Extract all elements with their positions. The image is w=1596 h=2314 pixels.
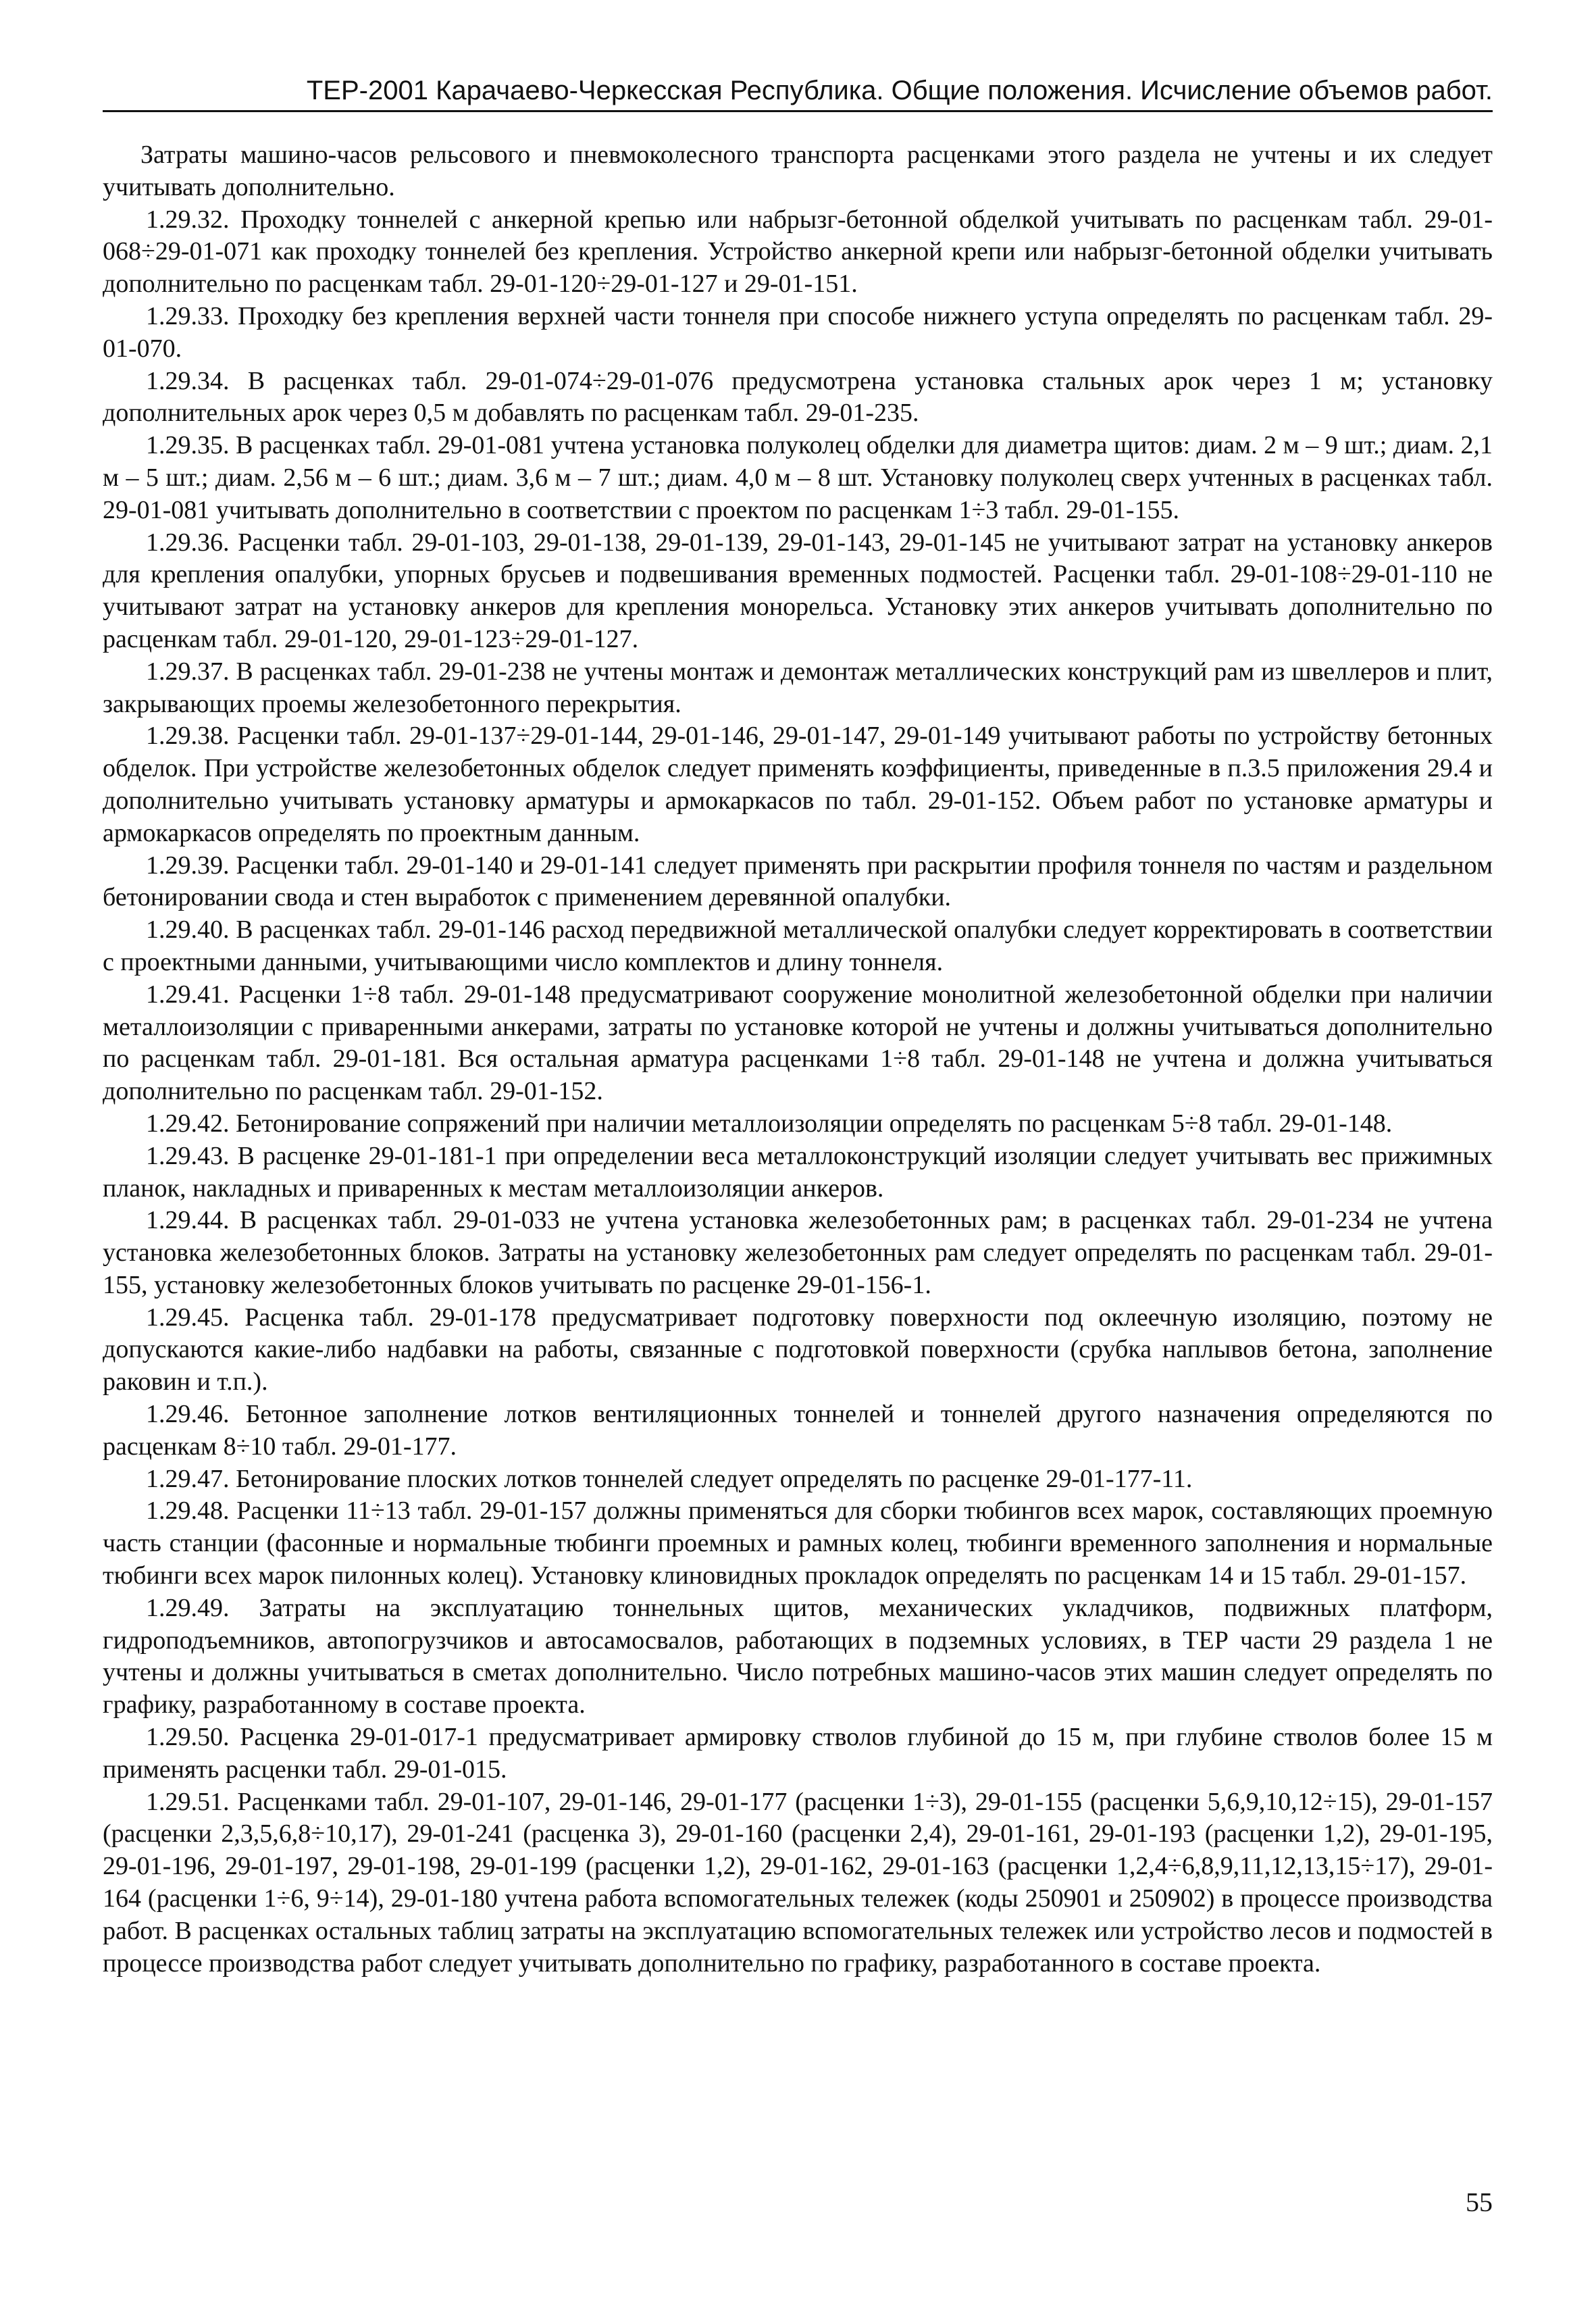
paragraph-1-29-38: 1.29.38. Расценки табл. 29-01-137÷29-01-144, 29-01-146, 29-01-147, 29-01-149 учитывают работы по устройству бетонных обделок. При устройстве железобетонных обделок следует применять коэффициенты, приведенные в п.3.5 приложения 29.4 и дополнительно учитывать установку арматуры и армокаркасов по табл. 29-01-152. Объем работ по установке арматуры и армокаркасов определять по проектным данным. <box>103 722 1493 847</box>
paragraph-intro: Затраты машино-часов рельсового и пневмоколесного транспорта расценками этого раздела не учтены и их следует учитывать дополнительно. <box>103 141 1493 201</box>
paragraph-1-29-35: 1.29.35. В расценках табл. 29-01-081 учтена установка полуколец обделки для диаметра щитов: диам. 2 м – 9 шт.; диам. 2,1 м – 5 шт.; диам. 2,56 м – 6 шт.; диам. 3,6 м – 7 шт.; диам. 4,0 м – 8 шт. Установку полуколец сверх учтенных в расценках табл. 29-01-081 учитывать дополнительно в соответствии с проектом по расценкам 1÷3 табл. 29-01-155. <box>103 431 1493 524</box>
paragraph-1-29-49: 1.29.49. Затраты на эксплуатацию тоннельных щитов, механических укладчиков, подвижных платформ, гидроподъемников, автопогрузчиков и автосамосвалов, работающих в подземных условиях, в ТЕР части 29 раздела 1 не учтены и должны учитываться в сметах дополнительно. Число потребных машино-часов этих машин следует определять по графику, разработанному в составе проекта. <box>103 1593 1493 1719</box>
paragraph-1-29-33: 1.29.33. Проходку без крепления верхней части тоннеля при способе нижнего уступа определять по расценкам табл. 29-01-070. <box>103 301 1493 363</box>
paragraph-1-29-40: 1.29.40. В расценках табл. 29-01-146 расход передвижной металлической опалубки следует корректировать в соответствии с проектными данными, учитывающими число комплектов и длину тоннеля. <box>103 915 1493 976</box>
paragraph-1-29-47: 1.29.47. Бетонирование плоских лотков тоннелей следует определять по расценке 29-01-177-11. <box>146 1464 1193 1493</box>
paragraph-1-29-42: 1.29.42. Бетонирование сопряжений при наличии металлоизоляции определять по расценкам 5÷8 табл. 29-01-148. <box>146 1109 1393 1138</box>
paragraph-1-29-37: 1.29.37. В расценках табл. 29-01-238 не учтены монтаж и демонтаж металлических конструкций рам из швеллеров и плит, закрывающих проемы железобетонного перекрытия. <box>103 657 1493 718</box>
paragraph-1-29-50: 1.29.50. Расценка 29-01-017-1 предусматривает армировку стволов глубиной до 15 м, при глубине стволов более 15 м применять расценки табл. 29-01-015. <box>103 1723 1493 1784</box>
paragraph-1-29-48: 1.29.48. Расценки 11÷13 табл. 29-01-157 должны применяться для сборки тюбингов всех марок, составляющих проемную часть станции (фасонные и нормальные тюбинги проемных и рамных колец, тюбинги временного заполнения и нормальные тюбинги всех марок пилонных колец). Установку клиновидных прокладок определять по расценкам 14 и 15 табл. 29-01-157. <box>103 1496 1493 1590</box>
paragraph-1-29-43: 1.29.43. В расценке 29-01-181-1 при определении веса металлоконструкций изоляции следует учитывать вес прижимных планок, накладных и приваренных к местам металлоизоляции анкеров. <box>103 1141 1493 1203</box>
page-number: 55 <box>1466 2187 1493 2217</box>
paragraph-1-29-51: 1.29.51. Расценками табл. 29-01-107, 29-01-146, 29-01-177 (расценки 1÷3), 29-01-155 (расценки 5,6,9,10,12÷15), 29-01-157 (расценки 2,3,5,6,8÷10,17), 29-01-241 (расценка 3), 29-01-160 (расценки 2,4), 29-01-161, 29-01-193 (расценки 1,2), 29-01-195, 29-01-196, 29-01-197, 29-01-198, 29-01-199 (расценки 1,2), 29-01-162, 29-01-163 (расценки 1,2,4÷6,8,9,11,12,13,15÷17), 29-01-164 (расценки 1÷6, 9÷14), 29-01-180 учтена работа вспомогательных тележек (коды 250901 и 250902) в процессе производства работ. В расценках остальных таблиц затраты на эксплуатацию вспомогательных тележек или устройство лесов и подмостей в процессе производства работ следует учитывать дополнительно по графику, разработанного в составе проекта. <box>103 1787 1493 1978</box>
paragraph-1-29-41: 1.29.41. Расценки 1÷8 табл. 29-01-148 предусматривают сооружение монолитной железобетонной обделки при наличии металлоизоляции с приваренными анкерами, затраты по установке которой не учтены и должны учитываться дополнительно по расценкам табл. 29-01-181. Вся остальная арматура расценками 1÷8 табл. 29-01-148 не учтена и должна учитываться дополнительно по расценкам табл. 29-01-152. <box>103 980 1493 1106</box>
paragraph-1-29-46: 1.29.46. Бетонное заполнение лотков вентиляционных тоннелей и тоннелей другого назначения определяются по расценкам 8÷10 табл. 29-01-177. <box>103 1400 1493 1461</box>
running-header: ТЕР-2001 Карачаево-Черкесская Республика. Общие положения. Исчисление объемов работ. <box>306 76 1493 105</box>
paragraph-1-29-36: 1.29.36. Расценки табл. 29-01-103, 29-01-138, 29-01-139, 29-01-143, 29-01-145 не учитывают затрат на установку анкеров для крепления опалубки, упорных брусьев и подвешивания временных подмостей. Расценки табл. 29-01-108÷29-01-110 не учитывают затрат на установку анкеров для крепления монорельса. Установку этих анкеров учитывать дополнительно по расценкам табл. 29-01-120, 29-01-123÷29-01-127. <box>103 528 1493 653</box>
paragraph-1-29-39: 1.29.39. Расценки табл. 29-01-140 и 29-01-141 следует применять при раскрытии профиля тоннеля по частям и раздельном бетонировании свода и стен выработок с применением деревянной опалубки. <box>103 851 1493 912</box>
header-divider <box>103 110 1493 112</box>
body-text <box>103 139 1493 1980</box>
paragraph-1-29-45: 1.29.45. Расценка табл. 29-01-178 предусматривает подготовку поверхности под оклеечную изоляцию, поэтому не допускаются какие-либо надбавки на работы, связанные с подготовкой поверхности (срубка наплывов бетона, заполнение раковин и т.п.). <box>103 1303 1493 1397</box>
document-page <box>103 0 1493 2314</box>
paragraph-1-29-32: 1.29.32. Проходку тоннелей с анкерной крепью или набрызг-бетонной обделкой учитывать по расценкам табл. 29-01-068÷29-01-071 как проходку тоннелей без крепления. Устройство анкерной крепи или набрызг-бетонной обделки учитывать дополнительно по расценкам табл. 29-01-120÷29-01-127 и 29-01-151. <box>103 205 1493 299</box>
paragraph-1-29-44: 1.29.44. В расценках табл. 29-01-033 не учтена установка железобетонных рам; в расценках табл. 29-01-234 не учтена установка железобетонных блоков. Затраты на установку железобетонных рам следует определять по расценкам табл. 29-01-155, установку железобетонных блоков учитывать по расценке 29-01-156-1. <box>103 1206 1493 1299</box>
paragraph-1-29-34: 1.29.34. В расценках табл. 29-01-074÷29-01-076 предусмотрена установка стальных арок через 1 м; установку дополнительных арок через 0,5 м добавлять по расценкам табл. 29-01-235. <box>103 366 1493 428</box>
